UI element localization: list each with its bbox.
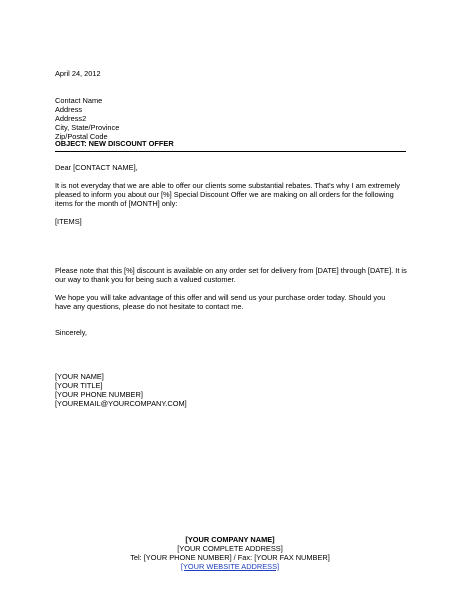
subject-line: OBJECT: NEW DISCOUNT OFFER [55, 139, 174, 148]
recipient-address-block [55, 97, 410, 142]
signature-email: [YOUREMAIL@YOURCOMPANY.COM] [55, 398, 187, 408]
items-block [55, 218, 410, 227]
footer-company-name: [YOUR COMPANY NAME] [185, 535, 275, 544]
letter-date: April 24, 2012 [55, 69, 101, 78]
footer-website-link[interactable]: [YOUR WEBSITE ADDRESS] [180, 561, 280, 571]
recipient-city-state: City, State/Province [55, 122, 120, 132]
paragraph-1: It is not everyday that we are able to offer our clients some substantial rebates. That's why I am extremely pleased to inform you about our [%] Special Discount Offer we are making on all orders for the following items for the month of [MONTH] only: [55, 181, 400, 208]
subject-line-block [55, 140, 410, 149]
subject-divider [55, 151, 406, 152]
items-placeholder: [ITEMS] [55, 217, 82, 226]
paragraph-2-block [55, 267, 411, 285]
recipient-zip: Zip/Postal Code [55, 131, 108, 141]
salutation-block [55, 164, 410, 173]
paragraph-3-block [55, 294, 400, 312]
paragraph-3: We hope you will take advantage of this offer and will send us your purchase order today. Should you have any questions, please do not hesitate to contact me. [55, 293, 386, 311]
footer [0, 536, 460, 572]
recipient-name: Contact Name [55, 96, 103, 105]
letter-date-block [55, 70, 410, 79]
signature-block [55, 373, 410, 409]
recipient-address: Address [55, 104, 83, 114]
closing: Sincerely, [55, 328, 87, 337]
footer-address: [YOUR COMPLETE ADDRESS] [177, 543, 283, 553]
signature-title: [YOUR TITLE] [55, 380, 103, 390]
closing-block [55, 329, 410, 338]
paragraph-1-block [55, 182, 411, 209]
signature-phone: [YOUR PHONE NUMBER] [55, 389, 143, 399]
recipient-address2: Address2 [55, 113, 87, 123]
paragraph-2: Please note that this [%] discount is available on any order set for delivery from [DATE] through [DATE]. It is our way to thank you for being such a valued customer. [55, 266, 407, 284]
salutation: Dear [CONTACT NAME], [55, 163, 138, 172]
footer-contact: Tel: [YOUR PHONE NUMBER] / Fax: [YOUR FAX NUMBER] [130, 552, 330, 562]
signature-name: [YOUR NAME] [55, 372, 104, 381]
